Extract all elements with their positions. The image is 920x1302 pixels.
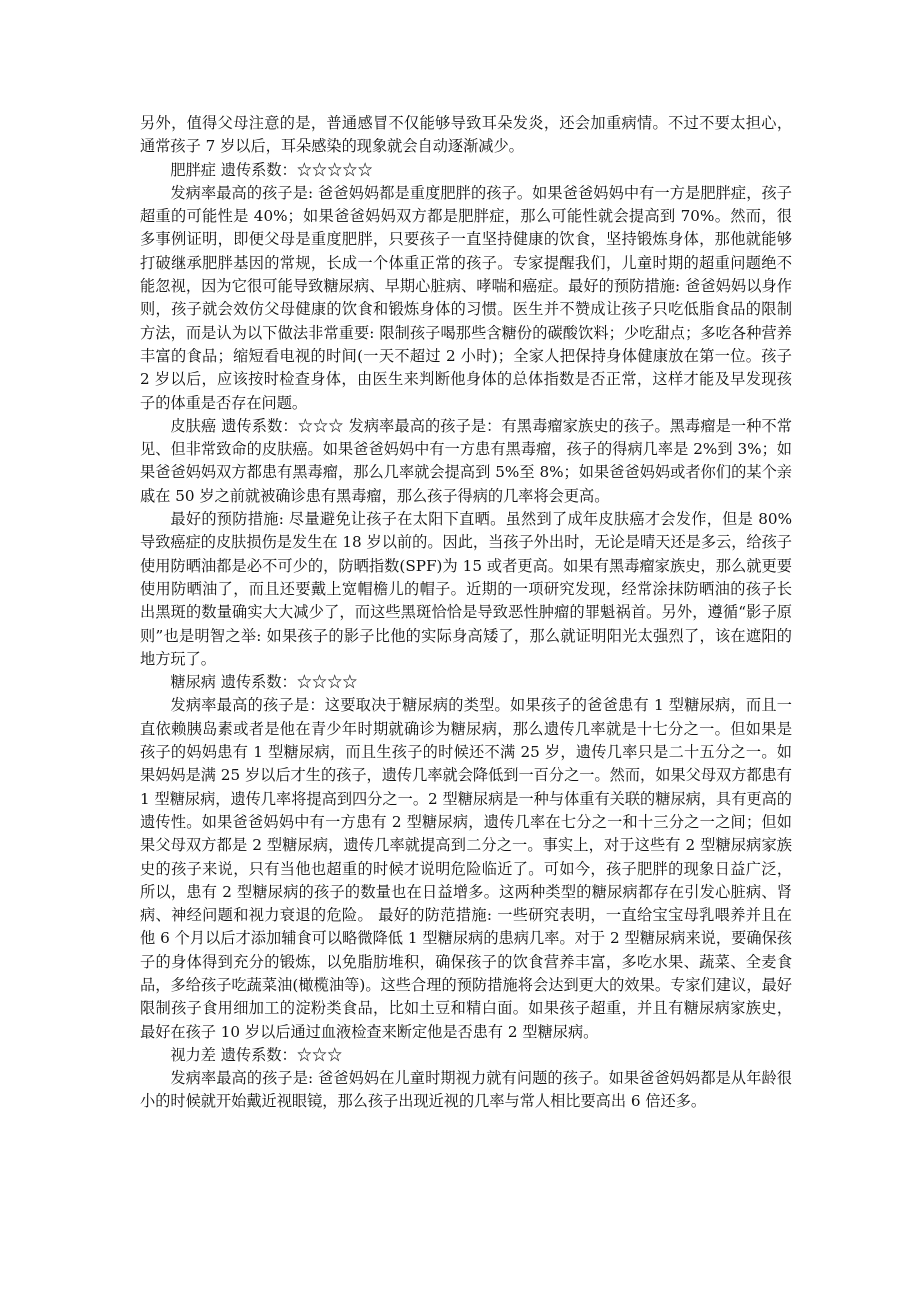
document-page: [140, 112, 792, 1114]
paragraph-diabetes: 发病率最高的孩子是：这要取决于糖尿病的类型。如果孩子的爸爸患有 1 型糖尿病，而且一直依赖胰岛素或者是他在青少年时期就确诊为糖尿病，那么遗传几率就是十七分之一。但如果是孩子的妈妈患有 1 型糖尿病，而且生孩子的时候还不满 25 岁，遗传几率只是二十五分之一。如果妈妈是满 25 岁以后才生的孩子，遗传几率就会降低到一百分之一。然而，如果父母双方都患有 1 型糖尿病，遗传几率将提高到四分之一。2 型糖尿病是一种与体重有关联的糖尿病，具有更高的遗传性。如果爸爸妈妈中有一方患有 2 型糖尿病，遗传几率在七分之一和十三分之一之间；但如果父母双方都是 2 型糖尿病，遗传几率就提高到二分之一。事实上，对于这些有 2 型糖尿病家族史的孩子来说，只有当他也超重的时候才说明危险临近了。可如今，孩子肥胖的现象日益广泛，所以，患有 2 型糖尿病的孩子的数量也在日益增多。这两种类型的糖尿病都存在引发心脏病、肾病、神经问题和视力衰退的危险。 最好的防范措施: 一些研究表明，一直给宝宝母乳喂养并且在他 6 个月以后才添加辅食可以略微降低 1 型糖尿病的患病几率。对于 2 型糖尿病来说，要确保孩子的身体得到充分的锻炼，以免脂肪堆积，确保孩子的饮食营养丰富，多吃水果、蔬菜、全麦食品，多给孩子吃蔬菜油(橄榄油等)。这些合理的预防措施将会达到更大的效果。专家们建议，最好限制孩子食用细加工的淀粉类食品，比如土豆和精白面。如果孩子超重，并且有糖尿病家族史，最好在孩子 10 岁以后通过血液检查来断定他是否患有 2 型糖尿病。: [140, 696, 792, 1041]
heading-diabetes: 糖尿病 遗传系数：☆☆☆☆: [170, 673, 358, 692]
heading-poor-vision: 视力差 遗传系数：☆☆☆: [170, 1045, 343, 1064]
heading-obesity: 肥胖症 遗传系数：☆☆☆☆☆: [170, 160, 373, 179]
paragraph-poor-vision: 发病率最高的孩子是: 爸爸妈妈在儿童时期视力就有问题的孩子。如果爸爸妈妈都是从年龄很小的时候就开始戴近视眼镜，那么孩子出现近视的几率与常人相比要高出 6 倍还多。: [140, 1069, 792, 1111]
paragraph-obesity: 发病率最高的孩子是: 爸爸妈妈都是重度肥胖的孩子。如果爸爸妈妈中有一方是肥胖症，孩子超重的可能性是 40%；如果爸爸妈妈双方都是肥胖症，那么可能性就会提高到 70%。然而，很多事例证明，即便父母是重度肥胖，只要孩子一直坚持健康的饮食，坚持锻炼身体，那他就能够打破继承肥胖基因的常规，长成一个体重正常的孩子。专家提醒我们，儿童时期的超重问题绝不能忽视，因为它很可能导致糖尿病、早期心脏病、哮喘和癌症。最好的预防措施: 爸爸妈妈以身作则，孩子就会效仿父母健康的饮食和锻炼身体的习惯。医生并不赞成让孩子只吃低脂食品的限制方法，而是认为以下做法非常重要: 限制孩子喝那些含糖份的碳酸饮料；少吃甜点；多吃各种营养丰富的食品；缩短看电视的时间(一天不超过 2 小时)；全家人把保持身体健康放在第一位。孩子 2 岁以后，应该按时检查身体，由医生来判断他身体的总体指数是否正常，这样才能及早发现孩子的体重是否存在问题。: [140, 183, 792, 412]
paragraph-ear-infection-note: 另外，值得父母注意的是，普通感冒不仅能够导致耳朵发炎，还会加重病情。不过不要太担心，通常孩子 7 岁以后，耳朵感染的现象就会自动逐渐减少。: [140, 114, 792, 156]
paragraph-skin-cancer-prevention: 最好的预防措施: 尽量避免让孩子在太阳下直晒。虽然到了成年皮肤癌才会发作，但是 80%导致癌症的皮肤损伤是发生在 18 岁以前的。因此，当孩子外出时，无论是晴天还是多云，给孩子使用防晒油都是必不可少的，防晒指数(SPF)为 15 或者更高。如果有黑毒瘤家族史，那么就更要使用防晒油了，而且还要戴上宽帽檐儿的帽子。近期的一项研究发现，经常涂抹防晒油的孩子长出黑斑的数量确实大大减少了，而这些黑斑恰恰是导致恶性肿瘤的罪魁祸首。另外，遵循“影子原则”也是明智之举: 如果孩子的影子比他的实际身高矮了，那么就证明阳光太强烈了，该在遮阳的地方玩了。: [140, 510, 792, 668]
paragraph-skin-cancer: 皮肤癌 遗传系数：☆☆☆ 发病率最高的孩子是：有黑毒瘤家族史的孩子。黑毒瘤是一种不常见、但非常致命的皮肤癌。如果爸爸妈妈中有一方患有黑毒瘤，孩子的得病几率是 2%到 3%；如果爸爸妈妈双方都患有黑毒瘤，那么几率就会提高到 5%至 8%；如果爸爸妈妈或者你们的某个亲戚在 50 岁之前就被确诊患有黑毒瘤，那么孩子得病的几率将会更高。: [140, 416, 792, 505]
